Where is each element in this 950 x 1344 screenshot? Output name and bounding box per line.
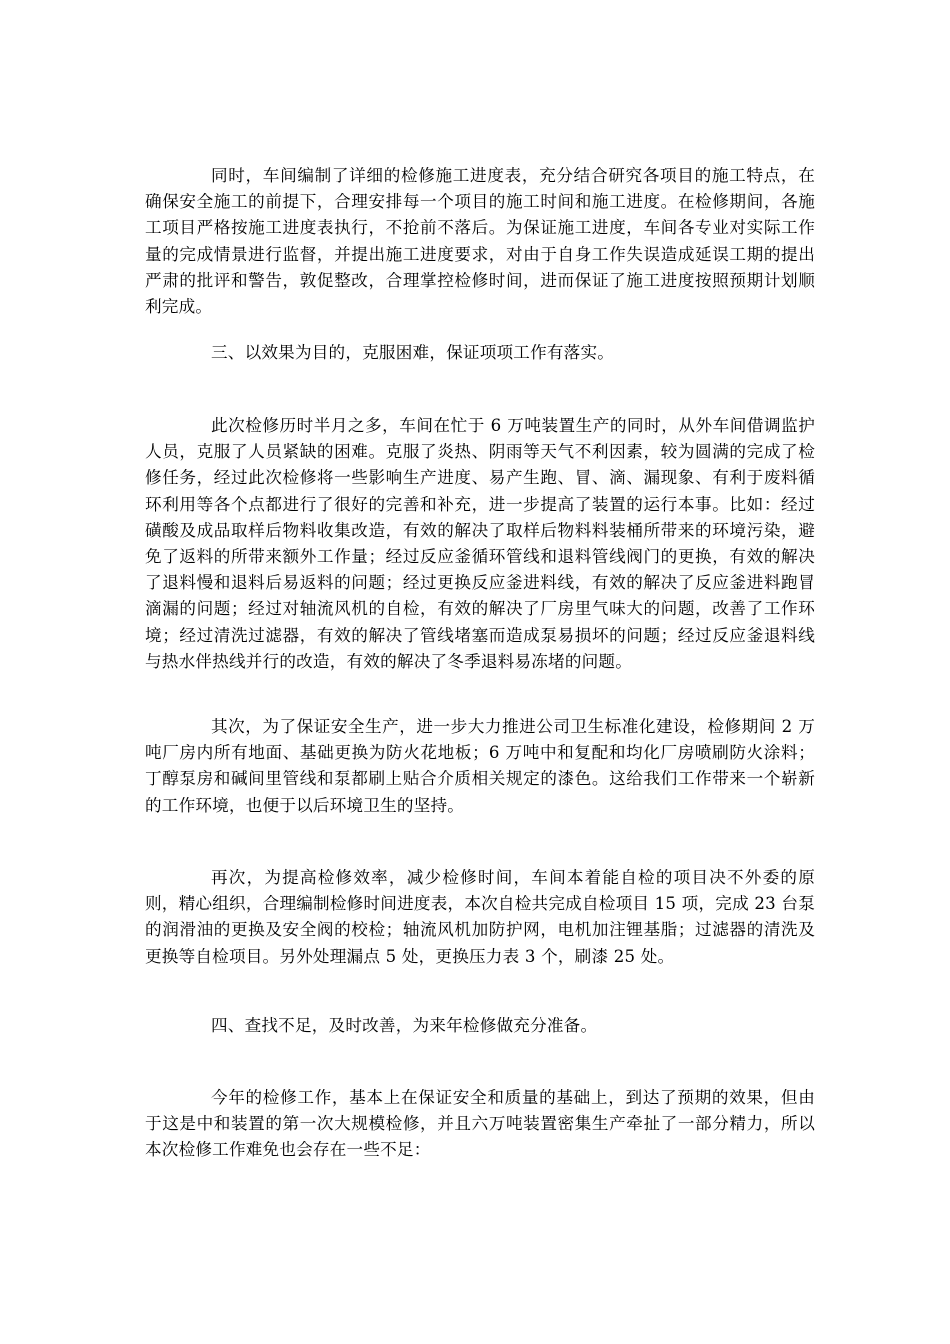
section-heading-three: 三、以效果为目的，克服困难，保证项项工作有落实。 xyxy=(211,343,615,362)
paragraph-safety-production: 其次，为了保证安全生产，进一步大力推进公司卫生标准化建设，检修期间 2 万吨厂房内所有地面、基础更换为防火花地板；6 万吨中和复配和均化厂房喷刷防火涂料；丁醇泵房和碱间里管线和泵都刷上贴合介质相关规定的漆色。这给我们工作带来一个崭新的工作环境，也便于以后环境卫生的坚持。 xyxy=(145,717,815,815)
paragraph-overhaul-results: 此次检修历时半月之多，车间在忙于 6 万吨装置生产的同时，从外车间借调监护人员，克服了人员紧缺的困难。克服了炎热、阴雨等天气不利因素，较为圆满的完成了检修任务，经过此次检修将一些影响生产进度、易产生跑、冒、滴、漏现象、有利于废料循环利用等各个点都进行了很好的完善和补充，进一步提高了装置的运行本事。比如：经过磺酸及成品取样后物料收集改造，有效的解决了取样后物料料装桶所带来的环境污染，避免了返料的所带来额外工作量；经过反应釜循环管线和退料管线阀门的更换，有效的解决了退料慢和退料后易返料的问题；经过更换反应釜进料线，有效的解决了反应釜进料跑冒滴漏的问题；经过对轴流风机的自检，有效的解决了厂房里气味大的问题，改善了工作环境；经过清洗过滤器，有效的解决了管线堵塞而造成泵易损坏的问题；经过反应釜退料线与热水伴热线并行的改造，有效的解决了冬季退料易冻堵的问题。 xyxy=(145,416,815,671)
paragraph-schedule: 同时，车间编制了详细的检修施工进度表，充分结合研究各项目的施工特点，在确保安全施工的前提下，合理安排每一个项目的施工时间和施工进度。在检修期间，各施工项目严格按施工进度表执行，不抢前不落后。为保证施工进度，车间各专业对实际工作量的完成情景进行监督，并提出施工进度要求，对由于自身工作失误造成延误工期的提出严肃的批评和警告，敦促整改，合理掌控检修时间，进而保证了施工进度按照预期计划顺利完成。 xyxy=(145,166,815,317)
paragraph-efficiency: 再次，为提高检修效率，减少检修时间，车间本着能自检的项目决不外委的原则，精心组织，合理编制检修时间进度表，本次自检共完成自检项目 15 项，完成 23 台泵的润滑油的更换及安全阀的校检；轴流风机加防护网，电机加注锂基脂；过滤器的清洗及更换等自检项目。另外处理漏点 5 处，更换压力表 3 个，刷漆 25 处。 xyxy=(145,868,815,966)
paragraph-shortcomings: 今年的检修工作，基本上在保证安全和质量的基础上，到达了预期的效果，但由于这是中和装置的第一次大规模检修，并且六万吨装置密集生产牵扯了一部分精力，所以本次检修工作难免也会存在一些不足： xyxy=(145,1088,815,1160)
section-heading-four: 四、查找不足，及时改善，为来年检修做充分准备。 xyxy=(211,1016,598,1035)
